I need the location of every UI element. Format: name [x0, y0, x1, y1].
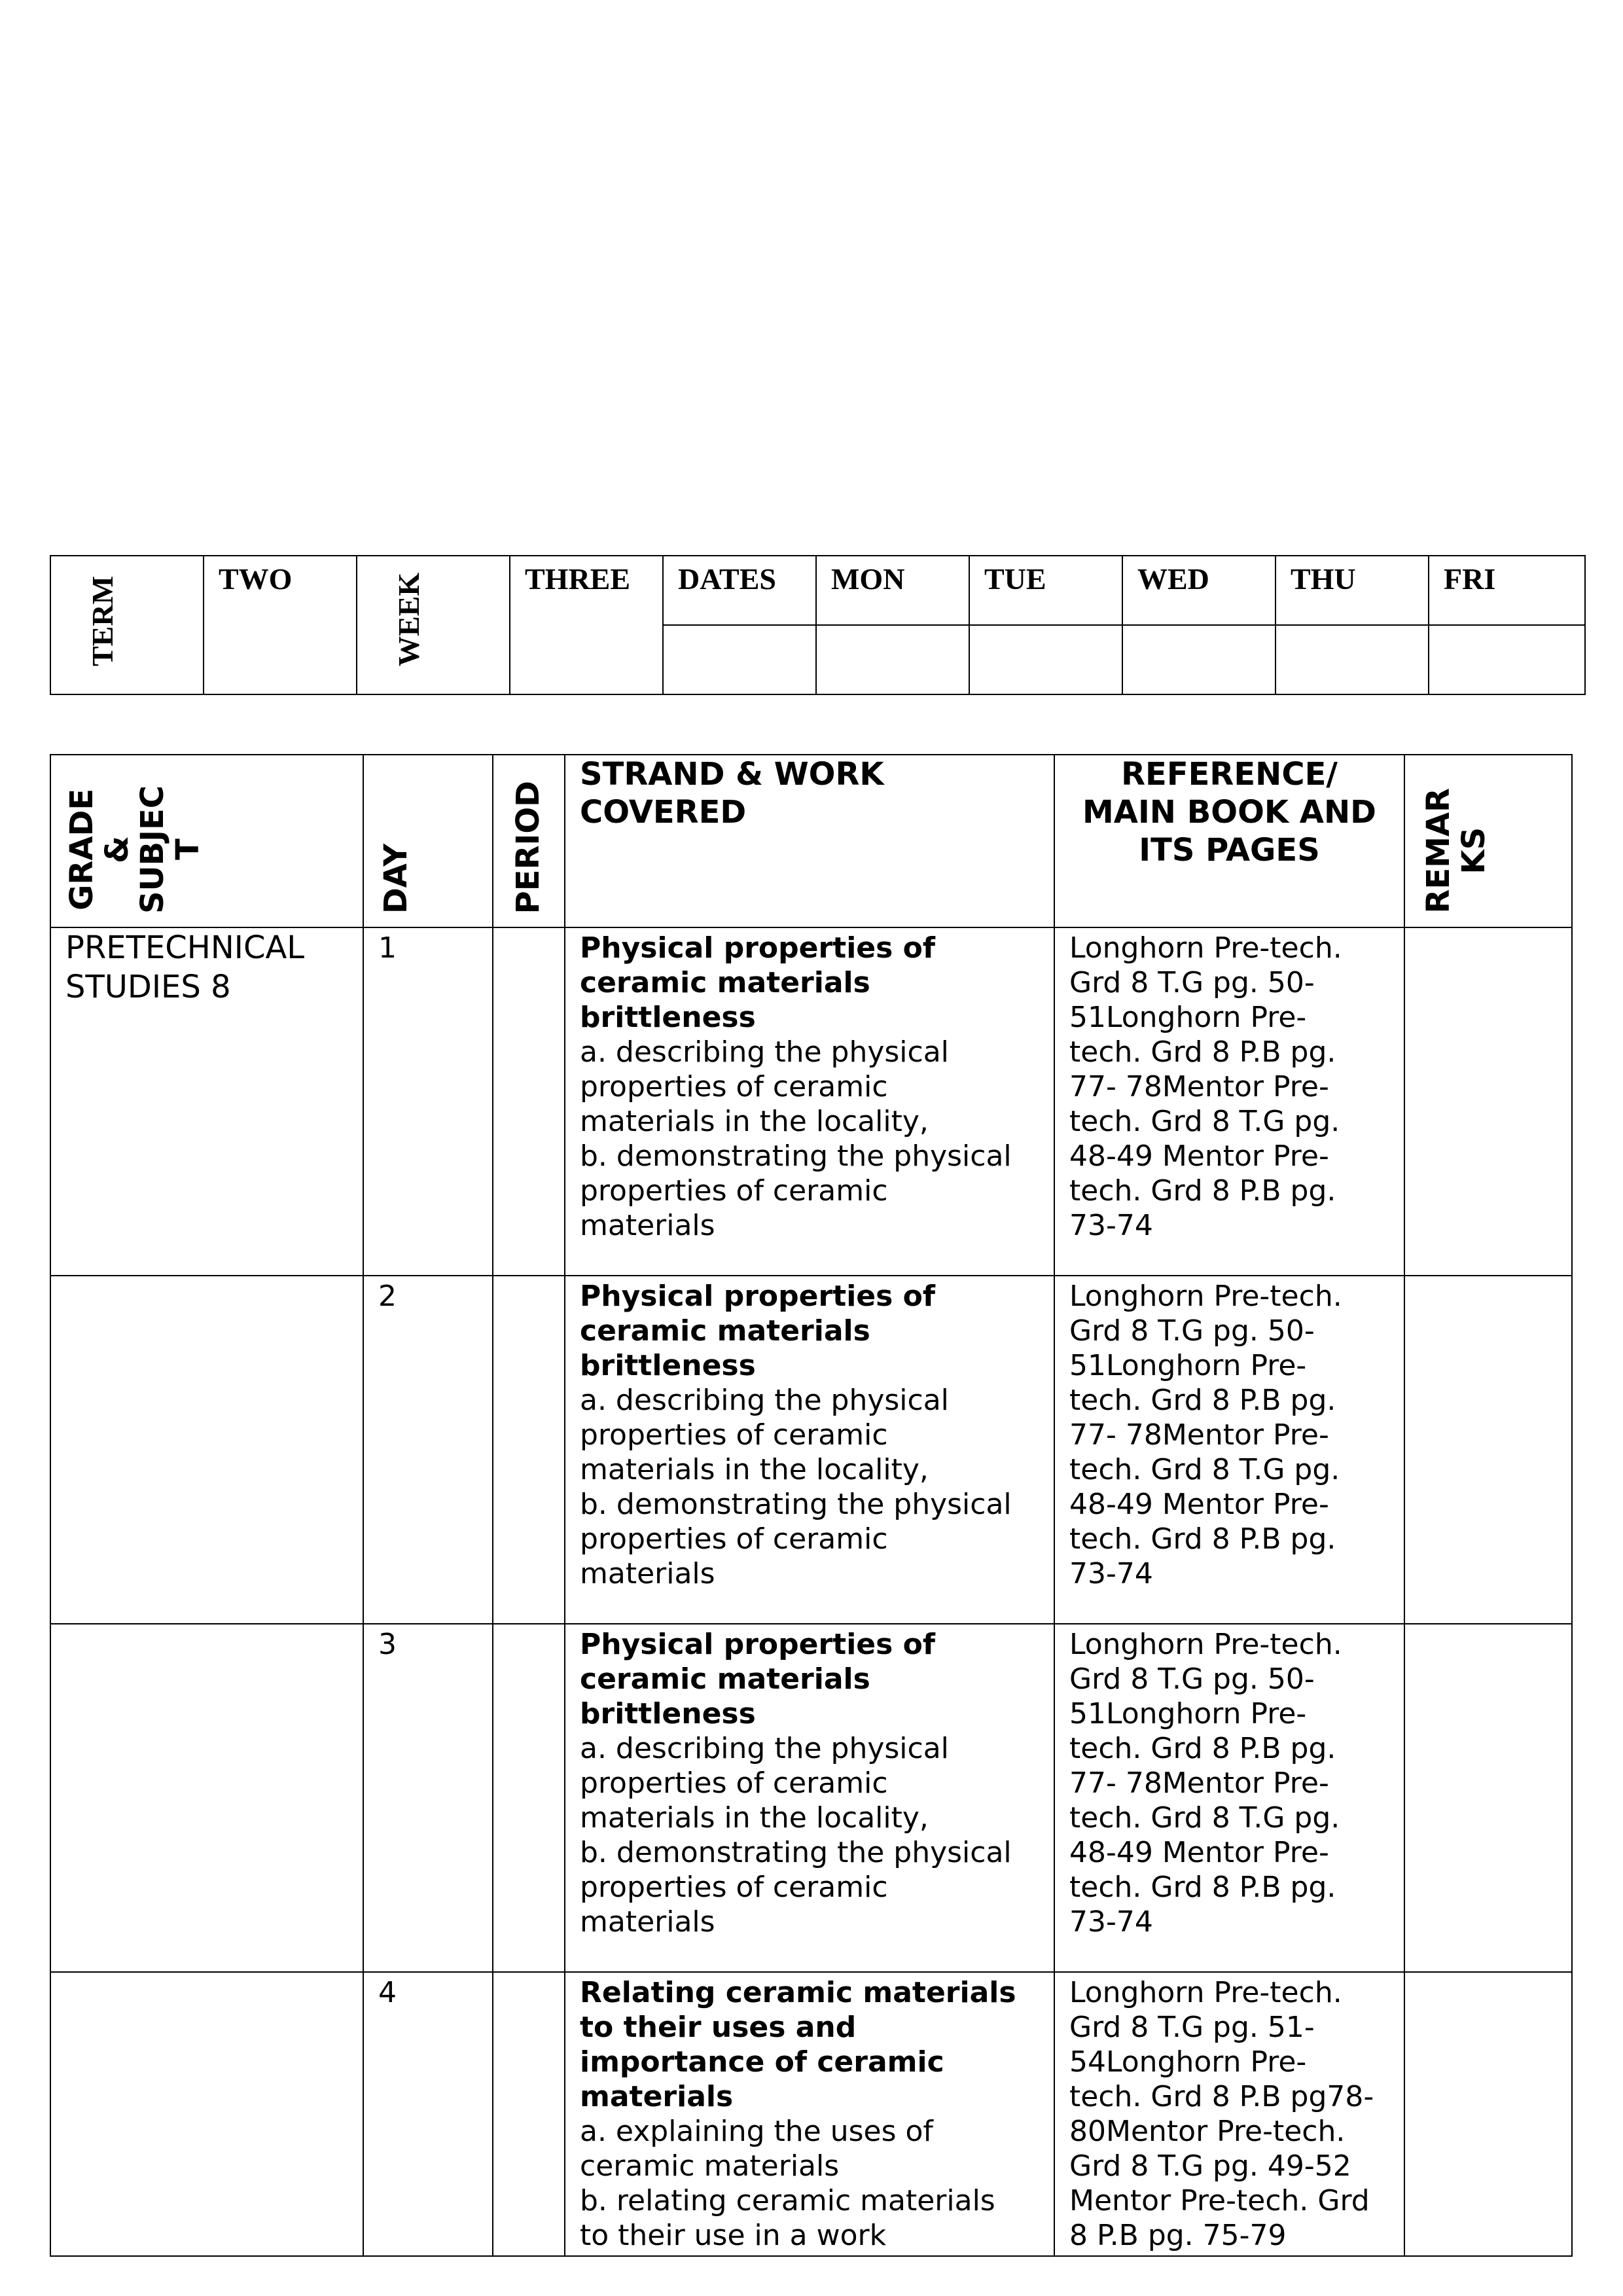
reference-text: tech. Grd 8 T.G pg. [1069, 1105, 1340, 1138]
term-value: TWO [219, 562, 293, 596]
strand-text: materials in the locality, [580, 1105, 929, 1138]
remarks-label: REMAR KS [1420, 788, 1492, 914]
reference-text: Grd 8 T.G pg. 50- [1069, 1662, 1315, 1696]
period-cell [493, 1276, 565, 1624]
strand-text: materials in the locality, [580, 1453, 929, 1486]
reference-text: 48-49 Mentor Pre- [1069, 1139, 1329, 1173]
reference-text: 77- 78Mentor Pre- [1069, 1418, 1329, 1452]
day-header-mon [816, 556, 969, 625]
reference-text: 51Longhorn Pre- [1069, 1349, 1307, 1382]
reference-text: Mentor Pre-tech. Grd [1069, 2184, 1370, 2217]
reference-text: tech. Grd 8 P.B pg. [1069, 1522, 1336, 1556]
table-row [50, 1276, 1572, 1624]
strand-cell [565, 1624, 1054, 1972]
remarks-cell [1404, 1276, 1572, 1624]
remarks-cell [1404, 1972, 1572, 2256]
strand-title: ceramic materials [580, 1314, 870, 1348]
period-label: PERIOD [510, 780, 546, 914]
strand-title: Physical properties of [580, 931, 935, 965]
strand-cell [565, 1972, 1054, 2256]
day-cell [363, 1972, 493, 2256]
date-blank-cell [663, 625, 816, 694]
day-label-wed: WED [1137, 562, 1209, 596]
date-tue-cell [969, 625, 1122, 694]
day-label-mon: MON [831, 562, 905, 596]
grade-subject-cell [50, 1624, 363, 1972]
day-cell [363, 927, 493, 1276]
period-cell [493, 1972, 565, 2256]
reference-text: 54Longhorn Pre- [1069, 2045, 1307, 2079]
reference-text: tech. Grd 8 P.B pg. [1069, 1174, 1336, 1208]
week-label: WEEK [392, 572, 425, 666]
day-number: 1 [378, 931, 397, 965]
reference-label-line: ITS PAGES [1139, 832, 1320, 869]
term-label: TERM [86, 576, 119, 666]
strand-text: properties of ceramic [580, 1418, 888, 1452]
period-cell [493, 927, 565, 1276]
term-value-cell [204, 556, 357, 694]
strand-text: materials [580, 1905, 715, 1939]
strand-text: b. demonstrating the physical [580, 1139, 1012, 1173]
period-header [493, 755, 565, 927]
strand-title: ceramic materials [580, 1662, 870, 1696]
reference-text: Longhorn Pre-tech. [1069, 1976, 1342, 2009]
strand-title: to their uses and [580, 2011, 857, 2044]
day-label-tue: TUE [984, 562, 1046, 596]
strand-label-line: COVERED [580, 794, 747, 831]
reference-text: tech. Grd 8 T.G pg. [1069, 1801, 1340, 1835]
term-label-cell [50, 556, 204, 694]
date-fri-cell [1429, 625, 1585, 694]
grade-subject-value: PRETECHNICAL [65, 929, 305, 966]
grade-subject-cell [50, 1276, 363, 1624]
date-mon-cell [816, 625, 969, 694]
reference-text: tech. Grd 8 P.B pg. [1069, 1732, 1336, 1765]
strand-title: Relating ceramic materials [580, 1976, 1016, 2009]
strand-text: to their use in a work [580, 2219, 887, 2252]
strand-cell [565, 1276, 1054, 1624]
reference-text: 73-74 [1069, 1905, 1153, 1939]
reference-text: Longhorn Pre-tech. [1069, 931, 1342, 965]
week-value: THREE [525, 562, 631, 596]
grade-subject-cell [50, 927, 363, 1276]
dates-label: DATES [678, 562, 776, 596]
grade-subject-label: GRADE & SUBJEC T [63, 785, 206, 914]
week-label-cell [357, 556, 510, 694]
remarks-cell [1404, 927, 1572, 1276]
reference-text: Grd 8 T.G pg. 50- [1069, 966, 1315, 999]
reference-text: 77- 78Mentor Pre- [1069, 1767, 1329, 1800]
strand-text: materials in the locality, [580, 1801, 929, 1835]
reference-text: tech. Grd 8 P.B pg. [1069, 1384, 1336, 1417]
remarks-header [1404, 755, 1572, 927]
strand-text: a. describing the physical [580, 1732, 949, 1765]
reference-text: 48-49 Mentor Pre- [1069, 1488, 1329, 1521]
table-row [50, 927, 1572, 1276]
dates-label-cell [663, 556, 816, 625]
day-cell [363, 1624, 493, 1972]
day-number: 2 [378, 1280, 397, 1313]
reference-text: Grd 8 T.G pg. 50- [1069, 1314, 1315, 1348]
reference-text: 77- 78Mentor Pre- [1069, 1070, 1329, 1103]
reference-text: Longhorn Pre-tech. [1069, 1628, 1342, 1661]
period-cell [493, 1624, 565, 1972]
strand-text: a. describing the physical [580, 1035, 949, 1069]
term-week-table [50, 555, 1586, 695]
reference-text: 80Mentor Pre-tech. [1069, 2115, 1346, 2148]
remarks-cell [1404, 1624, 1572, 1972]
table-row [50, 1972, 1572, 2256]
grade-subject-header [50, 755, 363, 927]
strand-text: b. relating ceramic materials [580, 2184, 995, 2217]
day-header-tue [969, 556, 1122, 625]
day-label-thu: THU [1291, 562, 1356, 596]
strand-text: materials [580, 1209, 715, 1242]
day-header [363, 755, 493, 927]
day-number: 3 [378, 1628, 397, 1661]
date-wed-cell [1122, 625, 1275, 694]
reference-text: tech. Grd 8 T.G pg. [1069, 1453, 1340, 1486]
reference-text: 8 P.B pg. 75-79 [1069, 2219, 1287, 2252]
grade-subject-value: STUDIES 8 [65, 969, 231, 1005]
reference-text: Longhorn Pre-tech. [1069, 1280, 1342, 1313]
strand-text: properties of ceramic [580, 1174, 888, 1208]
reference-text: tech. Grd 8 P.B pg78- [1069, 2080, 1374, 2113]
reference-text: Grd 8 T.G pg. 51- [1069, 2011, 1315, 2044]
reference-header [1054, 755, 1404, 927]
table-row [50, 1624, 1572, 1972]
day-header-fri [1429, 556, 1585, 625]
day-label: DAY [378, 843, 414, 914]
reference-cell [1054, 927, 1404, 1276]
strand-title: brittleness [580, 1349, 756, 1382]
reference-text: 48-49 Mentor Pre- [1069, 1836, 1329, 1869]
reference-cell [1054, 1972, 1404, 2256]
reference-text: 73-74 [1069, 1209, 1153, 1242]
grade-subject-cell [50, 1972, 363, 2256]
strand-title: Physical properties of [580, 1628, 935, 1661]
reference-text: 51Longhorn Pre- [1069, 1697, 1307, 1731]
day-label-fri: FRI [1444, 562, 1496, 596]
reference-label-line: MAIN BOOK AND [1082, 794, 1376, 831]
reference-text: 51Longhorn Pre- [1069, 1001, 1307, 1034]
reference-text: tech. Grd 8 P.B pg. [1069, 1035, 1336, 1069]
strand-header [565, 755, 1054, 927]
strand-text: materials [580, 1557, 715, 1590]
scheme-of-work-table [50, 754, 1573, 2257]
strand-title: brittleness [580, 1001, 756, 1034]
day-number: 4 [378, 1976, 397, 2009]
strand-title: ceramic materials [580, 966, 870, 999]
date-thu-cell [1275, 625, 1429, 694]
reference-label-line: REFERENCE/ [1121, 756, 1338, 793]
reference-cell [1054, 1624, 1404, 1972]
strand-text: properties of ceramic [580, 1871, 888, 1904]
day-header-wed [1122, 556, 1275, 625]
strand-text: b. demonstrating the physical [580, 1836, 1012, 1869]
reference-text: tech. Grd 8 P.B pg. [1069, 1871, 1336, 1904]
strand-text: b. demonstrating the physical [580, 1488, 1012, 1521]
strand-text: ceramic materials [580, 2149, 840, 2183]
strand-title: materials [580, 2080, 734, 2113]
day-cell [363, 1276, 493, 1624]
strand-text: properties of ceramic [580, 1767, 888, 1800]
strand-cell [565, 927, 1054, 1276]
strand-text: a. explaining the uses of [580, 2115, 933, 2148]
day-header-thu [1275, 556, 1429, 625]
reference-text: Grd 8 T.G pg. 49-52 [1069, 2149, 1351, 2183]
reference-text: 73-74 [1069, 1557, 1153, 1590]
strand-title: Physical properties of [580, 1280, 935, 1313]
reference-cell [1054, 1276, 1404, 1624]
strand-text: a. describing the physical [580, 1384, 949, 1417]
strand-text: properties of ceramic [580, 1070, 888, 1103]
strand-label-line: STRAND & WORK [580, 756, 884, 793]
week-value-cell [510, 556, 663, 694]
strand-title: brittleness [580, 1697, 756, 1731]
strand-title: importance of ceramic [580, 2045, 944, 2079]
strand-text: properties of ceramic [580, 1522, 888, 1556]
